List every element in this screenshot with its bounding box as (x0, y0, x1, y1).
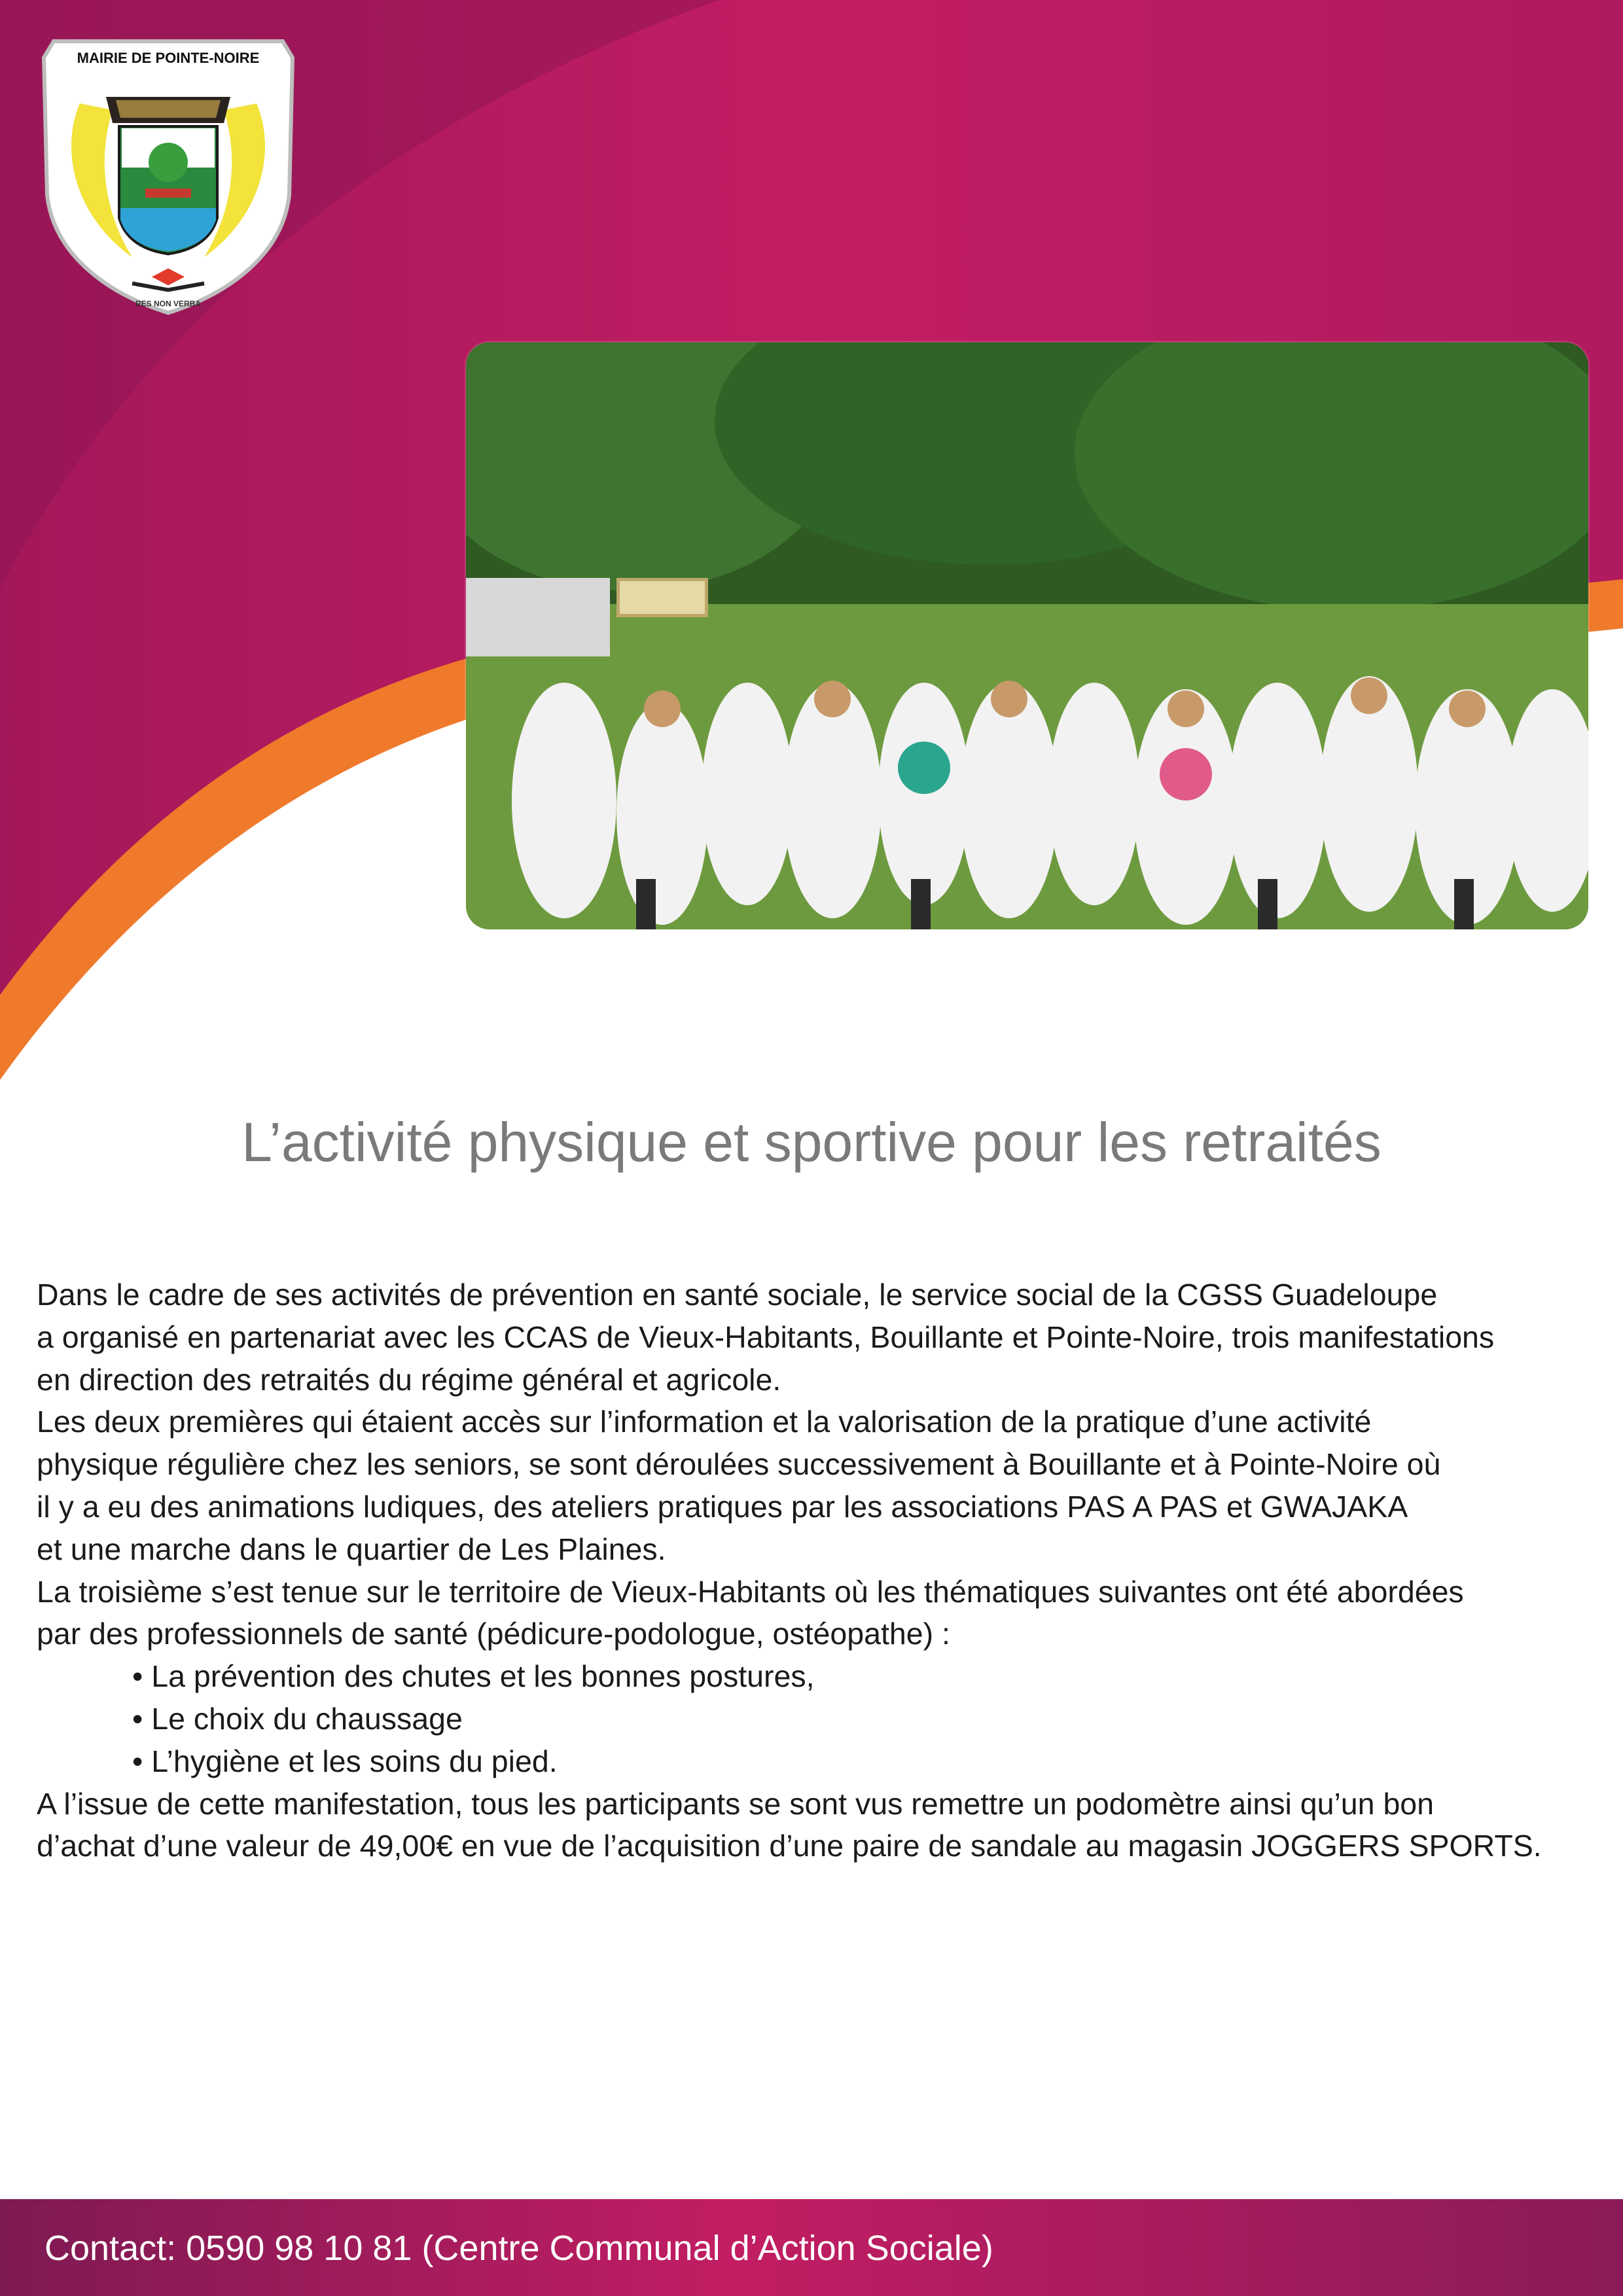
body-line: a organisé en partenariat avec les CCAS de Vieux-Habitants, Bouillante et Pointe-Noire, trois manifestations (37, 1319, 1495, 1354)
crest-motto: RES NON VERBA (135, 299, 202, 308)
mairie-crest-logo (34, 31, 302, 319)
crest-top-text: MAIRIE DE POINTE-NOIRE (77, 50, 260, 66)
list-item: • La prévention des chutes et les bonnes postures, (132, 1655, 1607, 1698)
article-title: L’activité physique et sportive pour les retraités (241, 1111, 1382, 1173)
list-item: • L’hygiène et les soins du pied. (132, 1740, 1607, 1783)
article-body (37, 1274, 1607, 1867)
body-line: A l’issue de cette manifestation, tous les participants se sont vus remettre un podomètre ainsi qu’un bon (37, 1786, 1435, 1821)
footer-bar (0, 2199, 1623, 2296)
body-line: d’achat d’une valeur de 49,00€ en vue de l’acquisition d’une paire de sandale au magasin JOGGERS SPORTS. (37, 1829, 1542, 1863)
body-line: il y a eu des animations ludiques, des ateliers pratiques par les associations PAS A PAS et GWAJAKA (37, 1489, 1408, 1524)
body-line: Dans le cadre de ses activités de prévention en santé sociale, le service social de la CGSS Guadeloupe (37, 1278, 1438, 1312)
body-line: par des professionnels de santé (pédicure-podologue, ostéopathe) : (37, 1617, 950, 1651)
body-line: Les deux premières qui étaient accès sur l’information et la valorisation de la pratique d’une activité (37, 1405, 1372, 1439)
body-line: physique régulière chez les seniors, se sont déroulées successivement à Bouillante et à Pointe-Noire où (37, 1447, 1441, 1482)
group-walk-photo (466, 342, 1588, 929)
topics-list (37, 1655, 1607, 1782)
contact-info: Contact: 0590 98 10 81 (Centre Communal d’Action Sociale) (45, 2229, 993, 2268)
body-line: La troisième s’est tenue sur le territoire de Vieux-Habitants où les thématiques suivantes ont été abordées (37, 1574, 1464, 1609)
list-item: • Le choix du chaussage (132, 1698, 1607, 1740)
body-line: et une marche dans le quartier de Les Plaines. (37, 1532, 666, 1566)
body-line: en direction des retraités du régime général et agricole. (37, 1362, 781, 1397)
